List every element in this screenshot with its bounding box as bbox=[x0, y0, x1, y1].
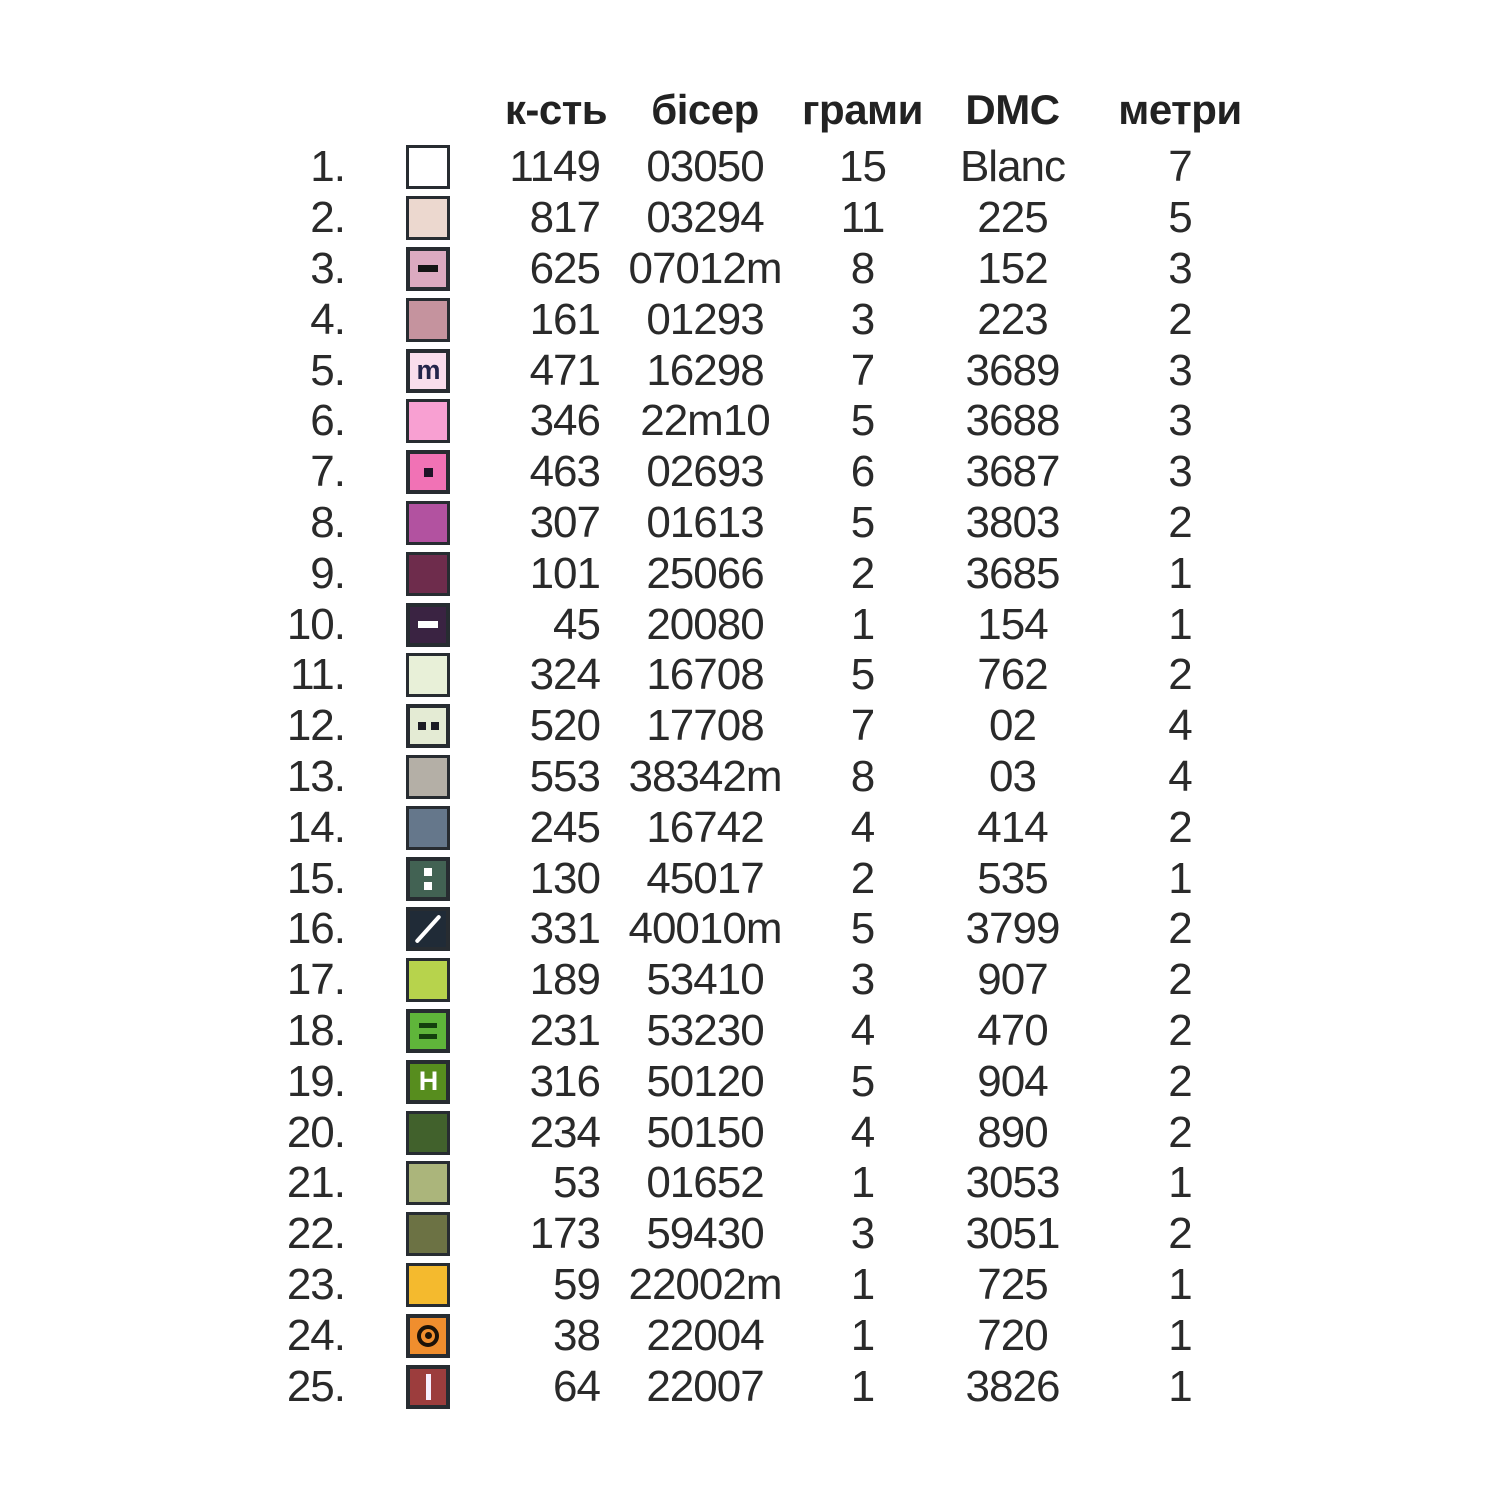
meters-value: 3 bbox=[1168, 396, 1192, 446]
grams-value: 1 bbox=[850, 1361, 875, 1411]
row-number: 22. bbox=[286, 1209, 345, 1259]
swatch-cell bbox=[406, 752, 450, 803]
count-value: 463 bbox=[529, 447, 600, 497]
color-swatch bbox=[406, 399, 450, 443]
table-row bbox=[0, 701, 1500, 752]
table-row bbox=[0, 752, 1500, 803]
table-row bbox=[0, 345, 1500, 396]
meters-value: 2 bbox=[1168, 904, 1192, 954]
swatch-cell bbox=[406, 244, 450, 295]
count-value: 471 bbox=[529, 345, 600, 395]
meters-value: 2 bbox=[1168, 497, 1192, 547]
color-swatch bbox=[406, 450, 450, 494]
row-number: 24. bbox=[286, 1310, 345, 1360]
row-number: 9. bbox=[310, 548, 345, 598]
meters-value: 2 bbox=[1168, 1209, 1192, 1259]
color-swatch bbox=[406, 501, 450, 545]
dmc-code: 470 bbox=[977, 1005, 1048, 1055]
count-value: 324 bbox=[529, 650, 600, 700]
grams-value: 3 bbox=[850, 1209, 875, 1259]
bead-code: 16742 bbox=[646, 802, 764, 852]
meters-value: 1 bbox=[1168, 1361, 1192, 1411]
color-swatch bbox=[406, 857, 450, 901]
dmc-code: 725 bbox=[977, 1259, 1048, 1309]
bead-code: 38342m bbox=[628, 751, 782, 801]
table-row bbox=[0, 955, 1500, 1006]
grams-value: 8 bbox=[850, 243, 875, 293]
swatch-cell bbox=[406, 1209, 450, 1260]
dmc-code: 223 bbox=[977, 294, 1048, 344]
bead-code: 53410 bbox=[646, 955, 764, 1005]
dmc-code: 3053 bbox=[965, 1158, 1060, 1208]
meters-value: 1 bbox=[1168, 1310, 1192, 1360]
color-swatch bbox=[406, 298, 450, 342]
bead-code: 01293 bbox=[646, 294, 764, 344]
meters-value: 5 bbox=[1168, 193, 1192, 243]
swatch-cell bbox=[406, 701, 450, 752]
dmc-code: 225 bbox=[977, 193, 1048, 243]
row-number: 2. bbox=[310, 193, 345, 243]
dot-icon bbox=[424, 468, 433, 477]
equals-icon bbox=[419, 1023, 437, 1039]
table-row bbox=[0, 1107, 1500, 1158]
table-row bbox=[0, 498, 1500, 549]
bead-code: 40010m bbox=[628, 904, 782, 954]
bead-code: 01652 bbox=[646, 1158, 764, 1208]
count-value: 331 bbox=[529, 904, 600, 954]
col-header-meters: метри bbox=[1118, 86, 1242, 133]
col-header-dmc: DMC bbox=[965, 86, 1060, 133]
table-row bbox=[0, 1209, 1500, 1260]
dmc-code: 152 bbox=[977, 243, 1048, 293]
dmc-code: 720 bbox=[977, 1310, 1048, 1360]
row-number: 20. bbox=[286, 1107, 345, 1157]
row-number: 3. bbox=[310, 243, 345, 293]
meters-value: 3 bbox=[1168, 447, 1192, 497]
swatch-cell bbox=[406, 904, 450, 955]
swatch-cell bbox=[406, 498, 450, 549]
count-value: 64 bbox=[553, 1361, 600, 1411]
table-row bbox=[0, 1056, 1500, 1107]
letter-icon: m bbox=[416, 355, 440, 386]
swatch-cell bbox=[406, 599, 450, 650]
meters-value: 4 bbox=[1168, 751, 1192, 801]
letter-icon: H bbox=[418, 1066, 438, 1097]
grams-value: 4 bbox=[850, 802, 875, 852]
meters-value: 1 bbox=[1168, 853, 1192, 903]
table-row bbox=[0, 904, 1500, 955]
meters-value: 1 bbox=[1168, 1158, 1192, 1208]
meters-value: 4 bbox=[1168, 701, 1192, 751]
table-row bbox=[0, 294, 1500, 345]
row-number: 10. bbox=[286, 599, 345, 649]
grams-value: 5 bbox=[850, 396, 875, 446]
grams-value: 1 bbox=[850, 1310, 875, 1360]
color-swatch bbox=[406, 806, 450, 850]
swatch-cell bbox=[406, 447, 450, 498]
grams-value: 2 bbox=[850, 548, 875, 598]
grams-value: 4 bbox=[850, 1107, 875, 1157]
table-row bbox=[0, 599, 1500, 650]
two-dots-icon bbox=[418, 722, 439, 730]
color-swatch bbox=[406, 1314, 450, 1358]
grams-value: 5 bbox=[850, 650, 875, 700]
color-swatch bbox=[406, 247, 450, 291]
grams-value: 7 bbox=[850, 345, 875, 395]
bead-code: 02693 bbox=[646, 447, 764, 497]
count-value: 161 bbox=[529, 294, 600, 344]
grams-value: 5 bbox=[850, 1056, 875, 1106]
color-swatch bbox=[406, 1212, 450, 1256]
count-value: 817 bbox=[529, 193, 600, 243]
dmc-code: 3826 bbox=[965, 1361, 1060, 1411]
count-value: 520 bbox=[529, 701, 600, 751]
bead-code: 20080 bbox=[646, 599, 764, 649]
color-swatch bbox=[406, 653, 450, 697]
swatch-cell bbox=[406, 345, 450, 396]
swatch-cell bbox=[406, 1310, 450, 1361]
bead-code: 45017 bbox=[646, 853, 764, 903]
table-row bbox=[0, 548, 1500, 599]
row-number: 25. bbox=[286, 1361, 345, 1411]
table-row bbox=[0, 802, 1500, 853]
meters-value: 2 bbox=[1168, 294, 1192, 344]
dmc-code: 3685 bbox=[965, 548, 1060, 598]
bead-code: 03294 bbox=[646, 193, 764, 243]
color-swatch bbox=[406, 907, 450, 951]
bead-code: 50120 bbox=[646, 1056, 764, 1106]
swatch-cell bbox=[406, 1056, 450, 1107]
table-row bbox=[0, 193, 1500, 244]
grams-value: 1 bbox=[850, 599, 875, 649]
meters-value: 2 bbox=[1168, 1107, 1192, 1157]
color-swatch bbox=[406, 958, 450, 1002]
grams-value: 8 bbox=[850, 751, 875, 801]
legend-rows bbox=[0, 142, 1500, 1412]
row-number: 23. bbox=[286, 1259, 345, 1309]
grams-value: 2 bbox=[850, 853, 875, 903]
meters-value: 1 bbox=[1168, 599, 1192, 649]
dmc-code: 154 bbox=[977, 599, 1048, 649]
count-value: 316 bbox=[529, 1056, 600, 1106]
bead-code: 22002m bbox=[628, 1259, 782, 1309]
meters-value: 2 bbox=[1168, 1056, 1192, 1106]
row-number: 19. bbox=[286, 1056, 345, 1106]
bead-code: 59430 bbox=[646, 1209, 764, 1259]
grams-value: 5 bbox=[850, 904, 875, 954]
color-swatch bbox=[406, 704, 450, 748]
grams-value: 3 bbox=[850, 955, 875, 1005]
color-swatch bbox=[406, 603, 450, 647]
swatch-cell bbox=[406, 142, 450, 193]
row-number: 11. bbox=[290, 650, 345, 700]
swatch-cell bbox=[406, 853, 450, 904]
color-swatch bbox=[406, 1263, 450, 1307]
swatch-cell bbox=[406, 1260, 450, 1311]
table-row bbox=[0, 1158, 1500, 1209]
grams-value: 6 bbox=[850, 447, 875, 497]
grams-value: 15 bbox=[839, 142, 886, 192]
color-swatch bbox=[406, 1161, 450, 1205]
meters-value: 1 bbox=[1168, 548, 1192, 598]
grams-value: 1 bbox=[850, 1259, 875, 1309]
row-number: 6. bbox=[310, 396, 345, 446]
color-swatch bbox=[406, 1060, 450, 1104]
bead-code: 53230 bbox=[646, 1005, 764, 1055]
grams-value: 11 bbox=[840, 193, 885, 243]
vline-icon bbox=[426, 1374, 431, 1400]
bead-code: 03050 bbox=[646, 142, 764, 192]
row-number: 21. bbox=[286, 1158, 345, 1208]
count-value: 189 bbox=[529, 955, 600, 1005]
row-number: 17. bbox=[286, 955, 345, 1005]
slash-icon bbox=[414, 915, 441, 944]
count-value: 307 bbox=[529, 497, 600, 547]
color-swatch bbox=[406, 1111, 450, 1155]
dmc-code: 890 bbox=[977, 1107, 1048, 1157]
swatch-cell bbox=[406, 548, 450, 599]
row-number: 5. bbox=[310, 345, 345, 395]
grams-value: 3 bbox=[850, 294, 875, 344]
count-value: 625 bbox=[529, 243, 600, 293]
count-value: 38 bbox=[553, 1310, 600, 1360]
dmc-code: 3799 bbox=[965, 904, 1060, 954]
count-value: 231 bbox=[529, 1005, 600, 1055]
row-number: 16. bbox=[286, 904, 345, 954]
row-number: 13. bbox=[286, 751, 345, 801]
count-value: 130 bbox=[529, 853, 600, 903]
grams-value: 7 bbox=[850, 701, 875, 751]
bead-code: 22m10 bbox=[640, 396, 770, 446]
swatch-cell bbox=[406, 294, 450, 345]
bead-code: 22004 bbox=[646, 1310, 764, 1360]
dmc-code: Blanc bbox=[959, 142, 1066, 192]
dmc-code: 762 bbox=[977, 650, 1048, 700]
table-row bbox=[0, 853, 1500, 904]
table-row bbox=[0, 1260, 1500, 1311]
dmc-code: 3051 bbox=[965, 1209, 1060, 1259]
count-value: 59 bbox=[553, 1259, 600, 1309]
count-value: 173 bbox=[529, 1209, 600, 1259]
count-value: 553 bbox=[529, 751, 600, 801]
row-number: 4. bbox=[310, 294, 345, 344]
grams-value: 5 bbox=[850, 497, 875, 547]
col-header-beads: бісер bbox=[651, 86, 759, 133]
dmc-code: 907 bbox=[977, 955, 1048, 1005]
row-number: 15. bbox=[286, 853, 345, 903]
dmc-code: 904 bbox=[977, 1056, 1048, 1106]
meters-value: 2 bbox=[1168, 802, 1192, 852]
bead-code: 25066 bbox=[646, 548, 764, 598]
grams-value: 4 bbox=[850, 1005, 875, 1055]
swatch-cell bbox=[406, 955, 450, 1006]
color-swatch bbox=[406, 196, 450, 240]
color-swatch bbox=[406, 1365, 450, 1409]
swatch-cell bbox=[406, 1006, 450, 1057]
swatch-cell bbox=[406, 396, 450, 447]
row-number: 12. bbox=[286, 701, 345, 751]
row-number: 14. bbox=[286, 802, 345, 852]
bead-code: 01613 bbox=[646, 497, 764, 547]
bead-code: 07012m bbox=[628, 243, 782, 293]
table-row bbox=[0, 1361, 1500, 1412]
bead-code: 16708 bbox=[646, 650, 764, 700]
meters-value: 2 bbox=[1168, 650, 1192, 700]
bead-code: 17708 bbox=[646, 701, 764, 751]
row-number: 7. bbox=[310, 447, 345, 497]
swatch-cell bbox=[406, 1361, 450, 1412]
color-swatch bbox=[406, 755, 450, 799]
bead-code: 22007 bbox=[646, 1361, 764, 1411]
dash-icon bbox=[418, 621, 438, 628]
header-row bbox=[0, 84, 1500, 136]
count-value: 53 bbox=[553, 1158, 600, 1208]
grams-value: 1 bbox=[850, 1158, 875, 1208]
count-value: 45 bbox=[553, 599, 600, 649]
col-header-grams: грами bbox=[802, 86, 923, 133]
table-row bbox=[0, 1310, 1500, 1361]
count-value: 234 bbox=[529, 1107, 600, 1157]
table-row bbox=[0, 1006, 1500, 1057]
color-swatch bbox=[406, 1009, 450, 1053]
bead-code: 50150 bbox=[646, 1107, 764, 1157]
table-row bbox=[0, 447, 1500, 498]
ring-icon bbox=[417, 1325, 439, 1347]
dmc-code: 3687 bbox=[965, 447, 1060, 497]
dash-icon bbox=[418, 265, 438, 272]
count-value: 245 bbox=[529, 802, 600, 852]
row-number: 18. bbox=[286, 1005, 345, 1055]
count-value: 346 bbox=[529, 396, 600, 446]
row-number: 1. bbox=[310, 142, 345, 192]
meters-value: 2 bbox=[1168, 1005, 1192, 1055]
color-swatch bbox=[406, 349, 450, 393]
swatch-cell bbox=[406, 802, 450, 853]
dmc-code: 3803 bbox=[965, 497, 1060, 547]
dmc-code: 3689 bbox=[965, 345, 1060, 395]
meters-value: 3 bbox=[1168, 345, 1192, 395]
table-row bbox=[0, 396, 1500, 447]
meters-value: 2 bbox=[1168, 955, 1192, 1005]
meters-value: 1 bbox=[1168, 1259, 1192, 1309]
table-row bbox=[0, 244, 1500, 295]
dmc-code: 535 bbox=[977, 853, 1048, 903]
swatch-cell bbox=[406, 650, 450, 701]
swatch-cell bbox=[406, 193, 450, 244]
row-number: 8. bbox=[310, 497, 345, 547]
table-row bbox=[0, 142, 1500, 193]
swatch-cell bbox=[406, 1158, 450, 1209]
meters-value: 7 bbox=[1168, 142, 1192, 192]
color-swatch bbox=[406, 552, 450, 596]
count-value: 1149 bbox=[509, 142, 600, 192]
count-value: 101 bbox=[529, 548, 600, 598]
dmc-code: 414 bbox=[977, 802, 1048, 852]
table-row bbox=[0, 650, 1500, 701]
dmc-code: 3688 bbox=[965, 396, 1060, 446]
bead-code: 16298 bbox=[646, 345, 764, 395]
meters-value: 3 bbox=[1168, 243, 1192, 293]
col-header-count: к-сть bbox=[504, 86, 608, 133]
color-swatch bbox=[406, 145, 450, 189]
dmc-code: 03 bbox=[989, 751, 1036, 801]
colon-icon bbox=[424, 868, 432, 890]
swatch-cell bbox=[406, 1107, 450, 1158]
dmc-code: 02 bbox=[989, 701, 1036, 751]
